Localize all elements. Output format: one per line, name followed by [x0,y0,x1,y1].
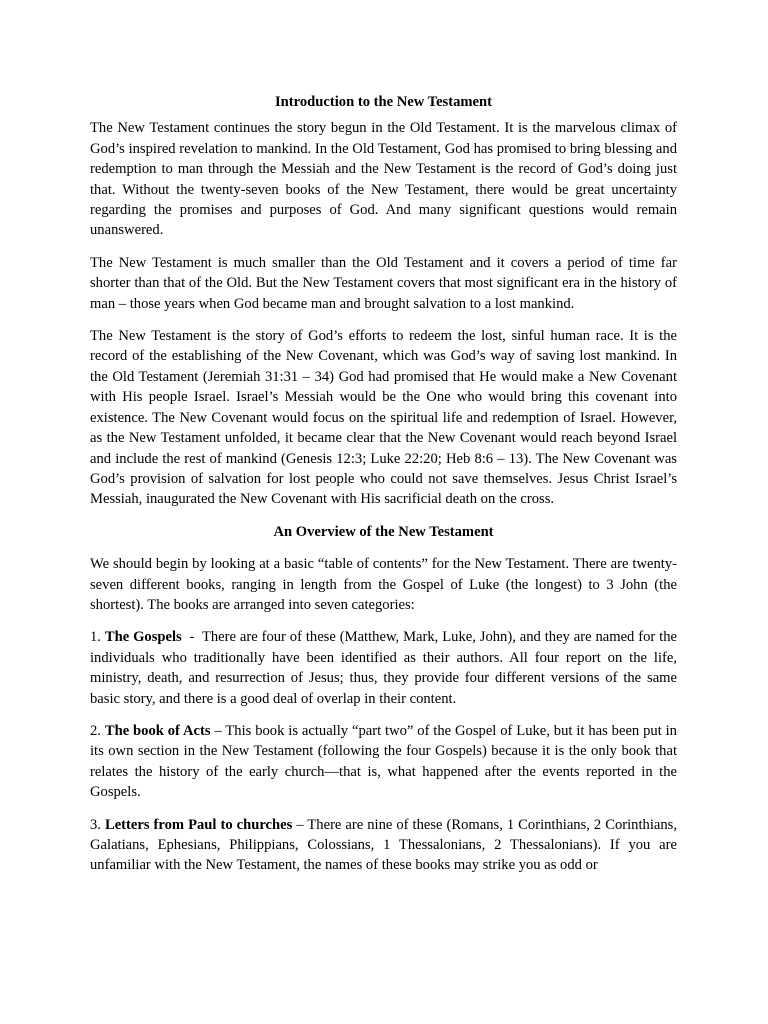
category-separator: – [292,816,308,833]
category-text: There are four of these (Matthew, Mark, Luke, John), and they are named for the individuals who traditionally have been identified as their authors. All four report on the life, ministry, death, and resurrection of Jesus; thus, they provide four different versions of the same basic story, and there is a good deal of overlap in their content. [90,629,677,707]
category-text: This book is actually “part two” of the Gospel of Luke, but it has been put in its own section in the New Testament (following the four Gospels) because it is the only book that relates the history of the early church—that is, what happened after the events reported in the Gospels. [90,722,677,801]
document-page [90,92,677,888]
section-heading: An Overview of the New Testament [273,523,494,540]
category-text: There are nine of these (Romans, 1 Corinthians, 2 Corinthians, Galatians, Ephesians, Philippians, Colossians, 1 Thessalonians, 2 Thessalonians). If you are unfamiliar with the New Testament, the names of these books may strike you as odd or [90,816,677,874]
category-number: 1. [90,629,101,646]
category-name: Letters from Paul to churches [104,816,293,833]
intro-paragraph-1: The New Testament continues the story begun in the Old Testament. It is the marvelous climax of God’s inspired revelation to mankind. In the Old Testament, God has promised to bring blessing and redemption to man through the Messiah and the New Testament is the record of God’s doing just that. Without the twenty-seven books of the New Testament, there would be great uncertainty regarding the promises and purposes of God. And many significant questions would remain unanswered. [90,120,677,239]
page-title: Introduction to the New Testament [274,94,493,110]
category-pauline-letters [90,815,677,876]
category-number: 3. [90,816,101,833]
category-gospels [90,627,677,709]
category-acts [90,721,677,803]
overview-intro-paragraph: We should begin by looking at a basic “table of contents” for the New Testament. There are twenty-seven different books, ranging in length from the Gospel of Luke (the longest) to 3 John (the shortest). The books are arranged into seven categories: [90,556,677,613]
category-separator: – [210,722,226,739]
intro-paragraph-3: The New Testament is the story of God’s efforts to redeem the lost, sinful human race. It is the record of the establishing of the New Covenant, which was God’s way of saving lost mankind. In the Old Testament (Jeremiah 31:31 – 34) God had promised that He would make a New Covenant with His people Israel. Israel’s Messiah would be the One who would bring this covenant into existence. The New Covenant would focus on the spiritual life and redemption of Israel. However, as the New Testament unfolded, it became clear that the New Covenant would reach beyond Israel and include the rest of mankind (Genesis 12:3; Luke 22:20; Heb 8:6 – 13). The New Covenant was God’s provision of salvation for lost people who could not save themselves. Jesus Christ Israel’s Messiah, inaugurated the New Covenant with His sacrificial death on the cross. [90,328,677,508]
category-separator: - [181,629,202,646]
intro-paragraph-2: The New Testament is much smaller than the Old Testament and it covers a period of time far shorter than that of the Old. But the New Testament covers that most significant era in the history of man – those years when God became man and brought salvation to a lost mankind. [90,254,677,312]
category-number: 2. [90,722,101,739]
category-name: The Gospels [104,629,182,646]
category-name: The book of Acts [104,722,211,739]
